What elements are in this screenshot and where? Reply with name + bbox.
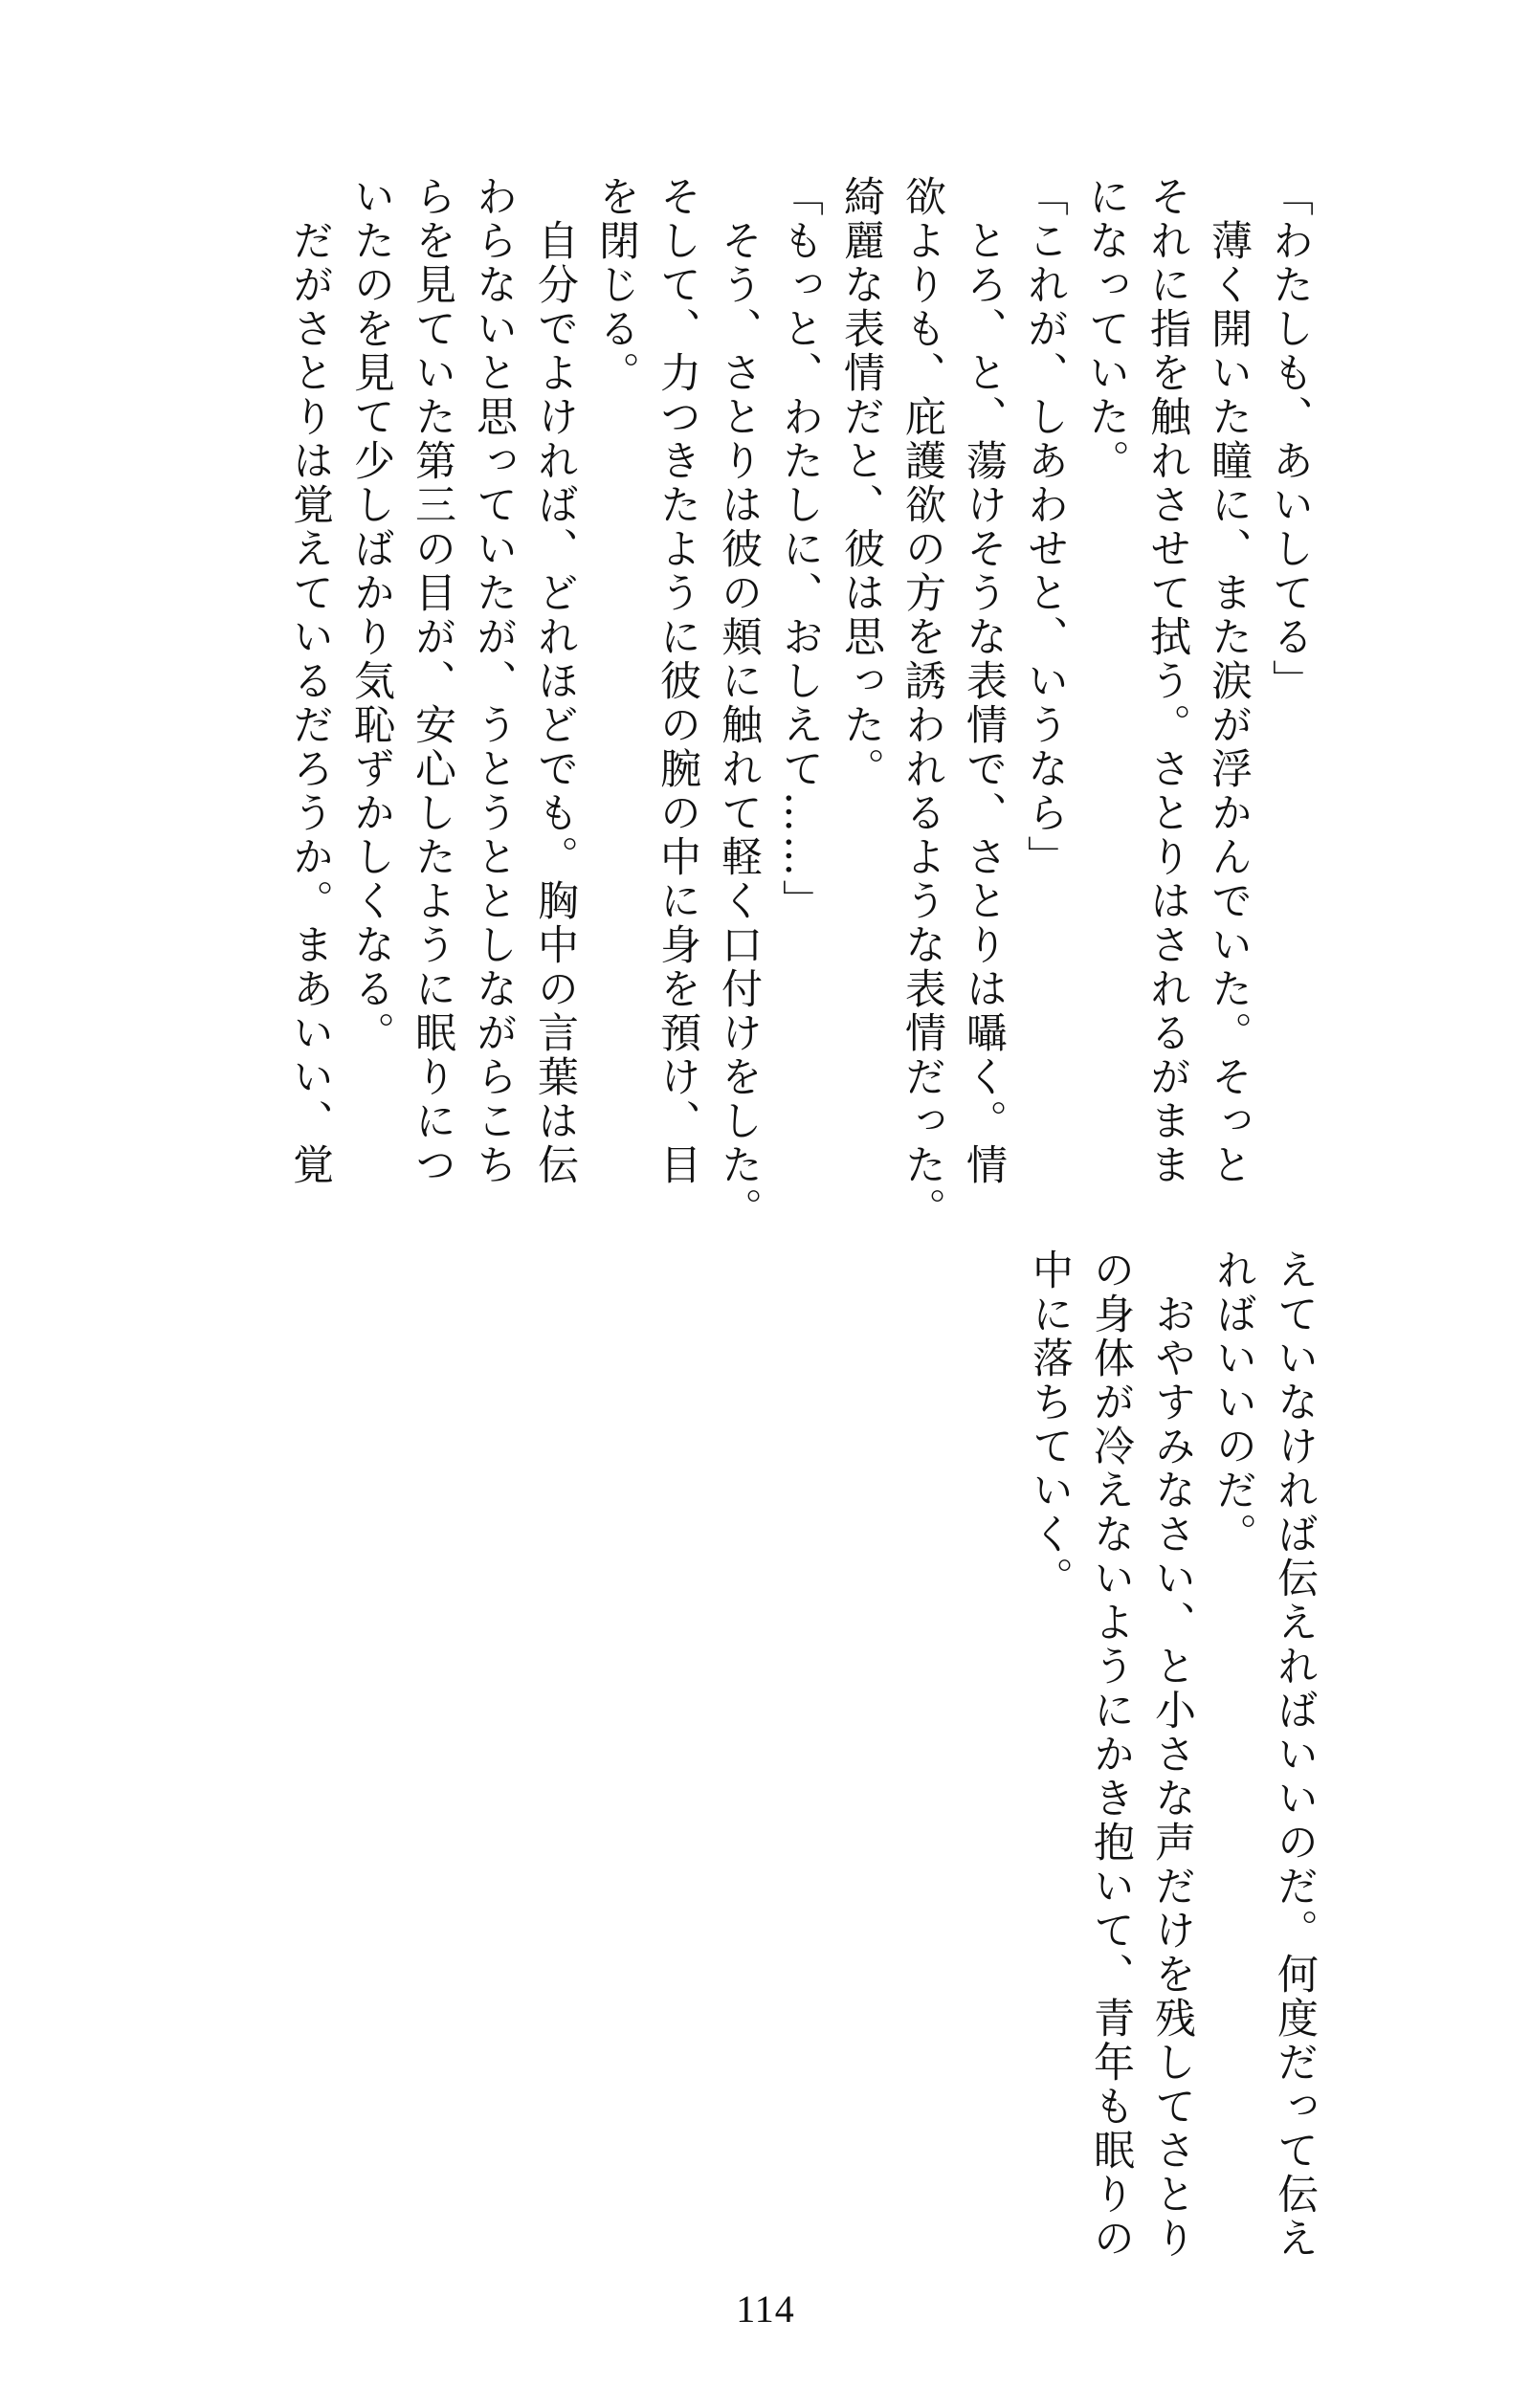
text-line: らを見ていた第三の目が、安心したように眠りにつ [409,175,456,1187]
text-line: 中に落ちていく。 [1026,1248,1074,1601]
text-line: 「もっと、わたしに、おしえて……」 [776,175,824,923]
text-line: 欲よりも、庇護欲の方を誘われるような表情だった。 [899,175,946,1231]
text-line: それに指を触れさせて拭う。さとりはされるがまま [1143,175,1191,1187]
text-line: そう、さとりは彼の頬に触れて軽く口付けをした。 [715,175,763,1231]
text-line: わらないと思っていたが、うとうととしながらこち [470,175,518,1187]
upper-text-block [279,175,1320,1231]
page-number: 114 [736,2287,795,2331]
text-line: いたのを見て少しばかり気恥ずかしくなる。 [347,175,395,1055]
text-line: の身体が冷えないようにかき抱いて、青年も眠りの [1087,1248,1135,2261]
lower-text-block [1019,1248,1325,2261]
text-line: 自分でよければ、どれほどでも。胸中の言葉は伝 [531,175,579,1187]
text-line: そして、力つきたように彼の腕の中に身を預け、目 [654,175,701,1187]
text-line: 「わたしも、あいしてる」 [1266,175,1314,703]
text-line: だがさとりは覚えているだろうか。まあいい、覚 [286,175,334,1187]
text-line: 薄く開いた瞳に、また涙が浮かんでいた。そっと [1205,175,1253,1187]
text-line: 綺麗な表情だと、彼は思った。 [837,175,885,791]
text-line: になっていた。 [1082,175,1130,483]
text-line: を閉じる。 [592,175,640,395]
text-line: 「これが、しあわせと、いうなら」 [1021,175,1069,879]
text-line: えていなければ伝えればいいのだ。何度だって伝え [1271,1248,1319,2261]
text-line: ればいいのだ。 [1209,1248,1257,1557]
text-line: おやすみなさい、と小さな声だけを残してさとり [1148,1248,1196,2261]
text-line: とろ、と、蕩けそうな表情で、さとりは囁く。情 [960,175,1008,1187]
